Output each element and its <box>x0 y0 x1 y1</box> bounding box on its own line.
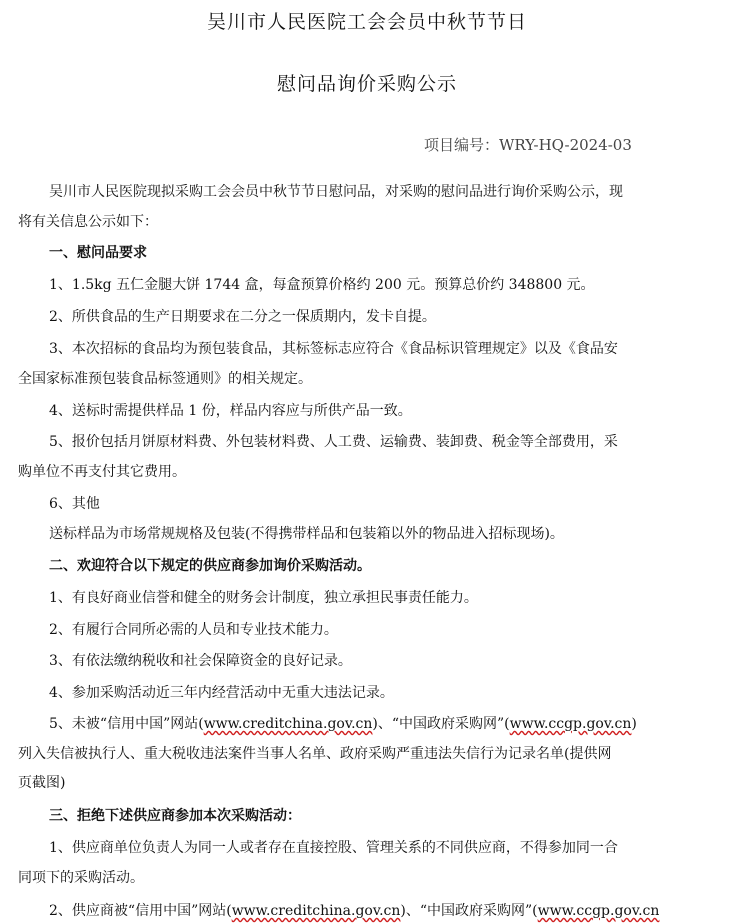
section-2-item-5-line-3: 页截图) <box>18 775 66 791</box>
section-2-item-5-middle: )、“中国政府采购网”( <box>372 716 510 732</box>
section-1-item-5-line-2: 购单位不再支付其它费用。 <box>18 464 186 480</box>
section-2-item-3: 3、有依法缴纳税收和社会保障资金的良好记录。 <box>49 653 352 669</box>
section-3-item-1-line-1: 1、供应商单位负责人为同一人或者存在直接控股、管理关系的不同供应商，不得参加同一合 <box>49 840 618 856</box>
ccgp-link-2[interactable]: www.ccgp.gov.cn <box>537 903 660 919</box>
section-2-item-2: 2、有履行合同所必需的人员和专业技术能力。 <box>49 622 338 638</box>
section-2-item-5-prefix: 5、未被“信用中国”网站( <box>49 716 204 732</box>
intro-paragraph-line-1: 吴川市人民医院现拟采购工会会员中秋节节日慰问品，对采购的慰问品进行询价采购公示，现 <box>49 184 623 200</box>
creditchina-link[interactable]: www.creditchina.gov.cn <box>203 716 373 732</box>
section-1-item-3-line-2: 全国家标准预包装食品标签通则》的相关规定。 <box>18 371 312 387</box>
title-line-1: 吴川市人民医院工会会员中秋节节日 <box>206 11 527 33</box>
section-1-item-4: 4、送标时需提供样品 1 份，样品内容应与所供产品一致。 <box>49 403 412 419</box>
creditchina-link-2[interactable]: www.creditchina.gov.cn <box>231 903 401 919</box>
section-3-item-2-middle: )、“中国政府采购网”( <box>400 903 538 919</box>
intro-paragraph-line-2: 将有关信息公示如下： <box>18 214 158 230</box>
ccgp-link[interactable]: www.ccgp.gov.cn <box>509 716 632 732</box>
section-3-item-2-line-1 <box>49 901 659 921</box>
title-line-2: 慰问品询价采购公示 <box>276 73 457 95</box>
section-2-item-4: 4、参加采购活动近三年内经营活动中无重大违法记录。 <box>49 685 394 701</box>
section-1-item-1: 1、1.5kg 五仁金腿大饼 1744 盒，每盒预算价格约 200 元。预算总价约 348800 元。 <box>49 277 595 293</box>
section-1-heading: 一、慰问品要求 <box>49 245 147 261</box>
section-2-item-5-line-2: 列入失信被执行人、重大税收违法案件当事人名单、政府采购严重违法失信行为记录名单(提供网 <box>18 746 612 762</box>
section-2-item-1: 1、有良好商业信誉和健全的财务会计制度，独立承担民事责任能力。 <box>49 590 478 606</box>
section-3-item-1-line-2: 同项下的采购活动。 <box>18 870 144 886</box>
section-3-heading: 三、拒绝下述供应商参加本次采购活动： <box>49 808 301 824</box>
section-1-item-6: 6、其他 <box>49 496 100 512</box>
section-1-item-3-line-1: 3、本次招标的食品均为预包装食品，其标签标志应符合《食品标识管理规定》以及《食品安 <box>49 341 618 357</box>
section-2-item-5-suffix: ) <box>631 716 637 732</box>
section-3-item-2-prefix: 2、供应商被“信用中国”网站( <box>49 903 232 919</box>
section-1-item-2: 2、所供食品的生产日期要求在二分之一保质期内，发卡自提。 <box>49 309 436 325</box>
section-2-item-5-line-1 <box>49 714 637 734</box>
section-1-item-6-detail: 送标样品为市场常规规格及包装(不得携带样品和包装箱以外的物品进入招标现场)。 <box>49 526 564 542</box>
project-number: 项目编号：WRY-HQ-2024-03 <box>424 136 632 154</box>
section-1-item-5-line-1: 5、报价包括月饼原材料费、外包装材料费、人工费、运输费、装卸费、税金等全部费用，采 <box>49 434 618 450</box>
section-2-heading: 二、欢迎符合以下规定的供应商参加询价采购活动。 <box>49 558 371 574</box>
